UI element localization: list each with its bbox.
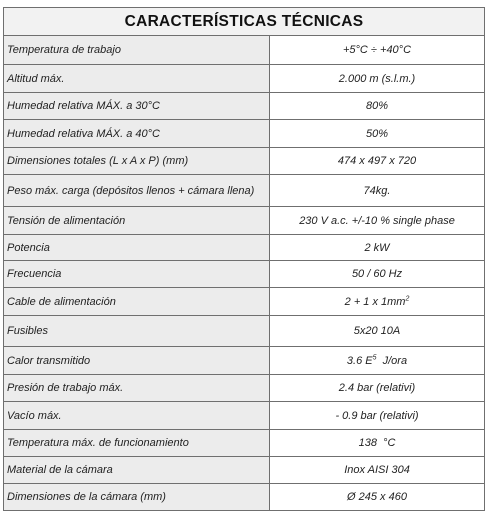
spec-value: 474 x 497 x 720 — [270, 148, 485, 175]
spec-value: 2.4 bar (relativi) — [270, 375, 485, 402]
table-row — [4, 175, 485, 207]
spec-value-superscript: 2 — [405, 294, 410, 302]
spec-value: Ø 245 x 460 — [270, 484, 485, 511]
spec-label: Altitud máx. — [4, 65, 270, 93]
spec-label: Dimensiones de la cámara (mm) — [4, 484, 270, 511]
table-row — [4, 430, 485, 457]
table-row — [4, 316, 485, 347]
spec-value — [270, 288, 485, 316]
table-row — [4, 148, 485, 175]
table-row — [4, 36, 485, 65]
spec-value-text: 3.6 E — [346, 354, 373, 367]
technical-specs-table — [3, 7, 485, 511]
spec-label: Peso máx. carga (depósitos llenos + cámara llena) — [4, 175, 270, 207]
spec-value: 2 kW — [270, 235, 485, 261]
spec-label: Vacío máx. — [4, 402, 270, 430]
spec-value — [270, 347, 485, 375]
spec-value: +5°C ÷ +40°C — [270, 36, 485, 65]
table-row — [4, 120, 485, 148]
spec-label: Humedad relativa MÁX. a 30°C — [4, 93, 270, 120]
table-row — [4, 347, 485, 375]
spec-label: Presión de trabajo máx. — [4, 375, 270, 402]
spec-value: 50 / 60 Hz — [270, 261, 485, 288]
table-row — [4, 93, 485, 120]
spec-value-superscript: 5 — [372, 353, 377, 361]
spec-label: Potencia — [4, 235, 270, 261]
spec-label: Calor transmitido — [4, 347, 270, 375]
spec-label: Dimensiones totales (L x A x P) (mm) — [4, 148, 270, 175]
spec-label: Fusibles — [4, 316, 270, 347]
table-row — [4, 65, 485, 93]
table-row — [4, 457, 485, 484]
spec-label: Cable de alimentación — [4, 288, 270, 316]
spec-value: - 0.9 bar (relativi) — [270, 402, 485, 430]
table-row — [4, 207, 485, 235]
table-row — [4, 484, 485, 511]
table-header-row — [4, 8, 485, 36]
spec-label: Humedad relativa MÁX. a 40°C — [4, 120, 270, 148]
spec-label: Temperatura de trabajo — [4, 36, 270, 65]
spec-value: 80% — [270, 93, 485, 120]
spec-value: 50% — [270, 120, 485, 148]
table-row — [4, 402, 485, 430]
spec-value: 2.000 m (s.l.m.) — [270, 65, 485, 93]
spec-label: Temperatura máx. de funcionamiento — [4, 430, 270, 457]
spec-value: 74kg. — [270, 175, 485, 207]
spec-value-suffix: J/ora — [376, 354, 408, 367]
spec-value: 5x20 10A — [270, 316, 485, 347]
table-row — [4, 261, 485, 288]
spec-label: Frecuencia — [4, 261, 270, 288]
spec-value-text: 2 + 1 x 1mm — [344, 295, 406, 308]
technical-specs-sheet — [3, 7, 484, 511]
spec-label: Material de la cámara — [4, 457, 270, 484]
table-row — [4, 235, 485, 261]
table-row — [4, 375, 485, 402]
spec-value: 138 °C — [270, 430, 485, 457]
table-row — [4, 288, 485, 316]
table-title: CARACTERÍSTICAS TÉCNICAS — [4, 8, 485, 36]
spec-value: Inox AISI 304 — [270, 457, 485, 484]
spec-label: Tensión de alimentación — [4, 207, 270, 235]
spec-value: 230 V a.c. +/-10 % single phase — [270, 207, 485, 235]
